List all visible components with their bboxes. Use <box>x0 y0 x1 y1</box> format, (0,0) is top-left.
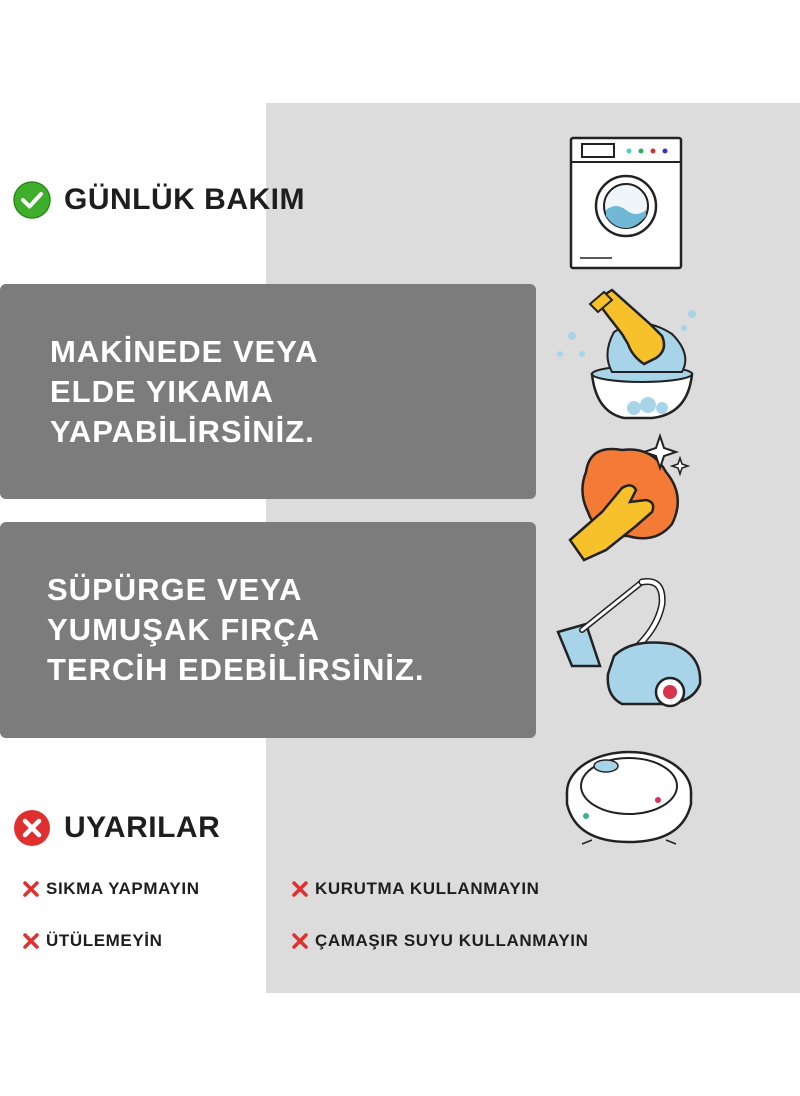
warning-text: KURUTMA KULLANMAYIN <box>315 879 540 898</box>
warning-text: SIKMA YAPMAYIN <box>46 879 200 898</box>
daily-care-heading <box>12 180 305 220</box>
warning-item <box>22 879 200 899</box>
warning-item <box>291 931 589 951</box>
warning-text: ÜTÜLEMEYİN <box>46 931 163 950</box>
washing-machine-icon <box>566 134 686 274</box>
warnings-title: UYARILAR <box>64 811 221 844</box>
care-card-text: SÜPÜRGE VEYA YUMUŞAK FIRÇA TERCİH EDEBİLİRSİNİZ. <box>47 572 425 687</box>
check-circle-icon <box>12 180 52 220</box>
x-mark-icon <box>291 932 309 950</box>
care-card-text: MAKİNEDE VEYA ELDE YIKAMA YAPABİLİRSİNİZ. <box>50 333 319 449</box>
warning-text: ÇAMAŞIR SUYU KULLANMAYIN <box>315 931 589 950</box>
sponge-cleaning-icon <box>566 432 696 564</box>
warning-item <box>291 879 540 899</box>
care-card-washing <box>0 284 536 499</box>
robot-vacuum-icon <box>562 742 696 850</box>
warning-item <box>22 931 163 951</box>
x-mark-icon <box>22 932 40 950</box>
vacuum-cleaner-icon <box>552 574 704 714</box>
warnings-heading <box>12 808 220 848</box>
daily-care-title: GÜNLÜK BAKIM <box>64 183 305 216</box>
care-card-vacuum <box>0 522 536 738</box>
x-mark-icon <box>22 880 40 898</box>
hand-washing-icon <box>552 284 702 424</box>
x-mark-icon <box>291 880 309 898</box>
x-circle-icon <box>12 808 52 848</box>
